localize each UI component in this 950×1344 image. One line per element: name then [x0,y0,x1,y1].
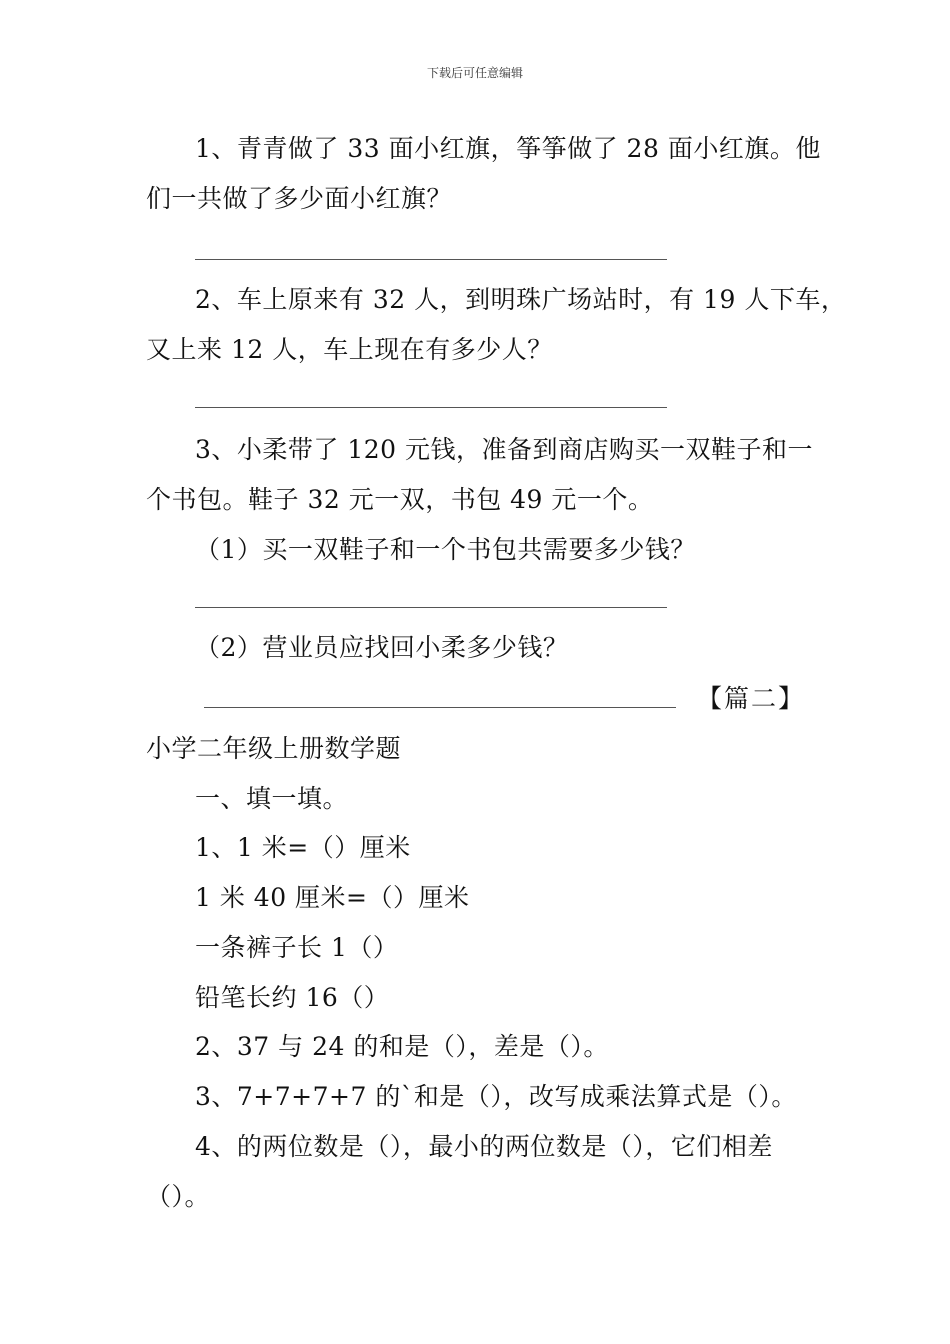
answer-line-3 [195,607,667,608]
fill-item-8: （）。 [146,1182,211,1211]
question-3-line-2: 个书包。鞋子 32 元一双，书包 49 元一个。 [146,485,654,514]
fill-item-1: 1、1 米=（）厘米 [195,833,411,862]
page-header: 下载后可任意编辑 [426,66,523,80]
question-3-sub-1: （1）买一双鞋子和一个书包共需要多少钱？ [195,535,696,564]
fill-item-2: 1 米 40 厘米=（）厘米 [195,883,470,912]
section-heading: 一、填一填。 [195,784,349,813]
question-3-line-1: 3、小柔带了 120 元钱，准备到商店购买一双鞋子和一 [195,435,814,464]
answer-line-1 [195,259,667,260]
answer-line-4 [204,707,676,708]
question-1-line-2: 们一共做了多少面小红旗？ [146,184,453,213]
question-2-line-1: 2、车上原来有 32 人，到明珠广场站时，有 19 人下车， [195,285,847,314]
fill-item-3: 一条裤子长 1（） [195,933,399,962]
fill-item-7: 4、的两位数是（），最小的两位数是（），它们相差 [195,1132,773,1161]
fill-item-5: 2、37 与 24 的和是（），差是（）。 [195,1032,609,1061]
answer-line-2 [195,407,667,408]
fill-item-6: 3、7+7+7+7 的`和是（），改写成乘法算式是（）。 [195,1082,797,1111]
fill-item-4: 铅笔长约 16（） [195,983,390,1012]
question-1-line-1: 1、青青做了 33 面小红旗，筝筝做了 28 面小红旗。他 [195,134,821,163]
section-title: 小学二年级上册数学题 [146,734,402,763]
question-2-line-2: 又上来 12 人，车上现在有多少人？ [146,335,553,364]
question-3-sub-2: （2）营业员应找回小柔多少钱？ [195,633,569,662]
section-tag: 【篇二】 [697,684,806,713]
